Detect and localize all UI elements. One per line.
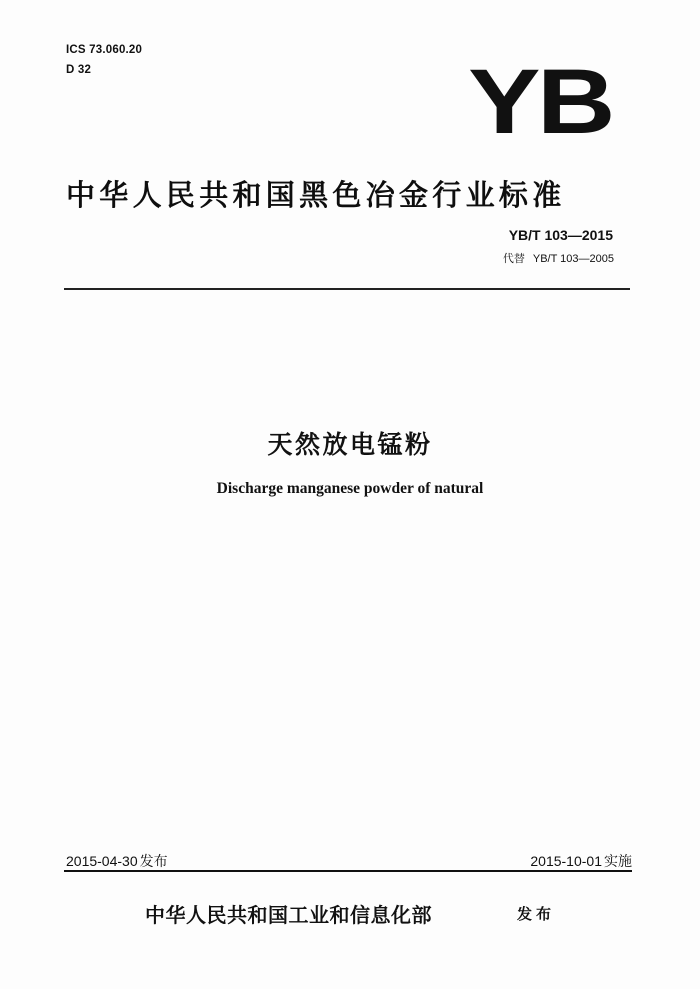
document-title-en: Discharge manganese powder of natural	[216, 480, 484, 497]
document-title-cn: 天然放电锰粉	[267, 430, 433, 459]
top-divider	[64, 288, 630, 290]
ics-code: ICS 73.060.20	[66, 44, 143, 56]
implement-date: 2015-10-01	[530, 853, 602, 869]
authority-title: 中华人民共和国黑色冶金行业标准	[66, 178, 566, 212]
replaces-label: 代替	[502, 252, 525, 265]
bottom-divider	[64, 870, 632, 872]
issue-word: 发布	[517, 905, 556, 923]
issue-date: 2015-04-30	[66, 853, 138, 869]
standard-code: YB/T 103—2015	[508, 227, 613, 243]
implement-date-suffix: 实施	[604, 854, 632, 870]
replaces-line	[503, 250, 614, 266]
issue-date-line	[66, 851, 168, 871]
implement-date-line	[530, 851, 632, 871]
issue-date-suffix: 发布	[139, 854, 168, 870]
issuing-ministry: 中华人民共和国工业和信息化部	[145, 903, 432, 927]
replaces-code: YB/T 103—2005	[532, 253, 614, 265]
classification-code: D 32	[66, 64, 92, 76]
yb-logo: YB	[468, 51, 612, 153]
